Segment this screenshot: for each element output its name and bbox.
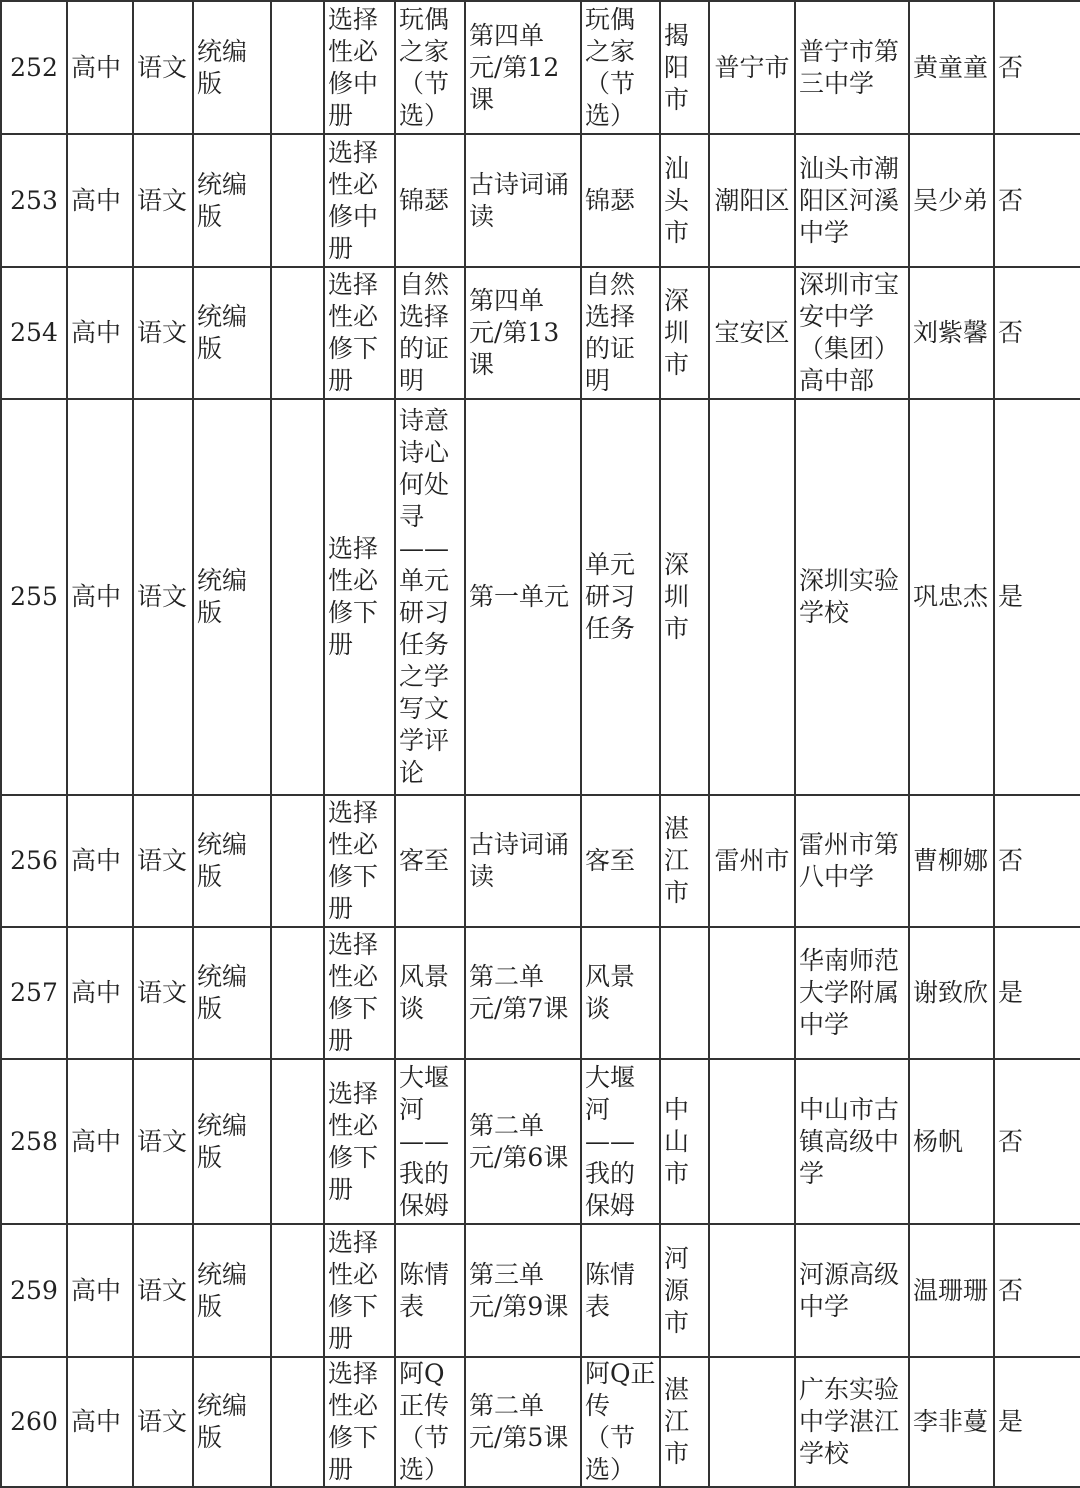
flag-cell: 否 [994, 267, 1080, 399]
school-cell: 中山市古镇高级中学 [795, 1059, 909, 1224]
edition-cell: 统编版 [193, 134, 271, 267]
table-row [1, 399, 1080, 795]
row-number: 259 [1, 1224, 67, 1357]
volume-cell: 选择性必修下册 [324, 927, 395, 1059]
school-cell: 雷州市第八中学 [795, 795, 909, 927]
empty-cell [271, 1, 324, 134]
city-cell: 湛江市 [660, 795, 709, 927]
lesson-cell: 风景谈 [581, 927, 660, 1059]
teacher-cell: 黄童童 [909, 1, 994, 134]
stage-cell: 高中 [67, 1224, 133, 1357]
subject-cell: 语文 [133, 399, 193, 795]
volume-cell: 选择性必修中册 [324, 1, 395, 134]
lesson-cell: 阿Q正传（节选） [581, 1357, 660, 1487]
stage-cell: 高中 [67, 1059, 133, 1224]
row-number: 260 [1, 1357, 67, 1487]
row-number: 256 [1, 795, 67, 927]
unit-cell: 第一单元 [465, 399, 581, 795]
table-body [1, 1, 1080, 1487]
teacher-cell: 李非蔓 [909, 1357, 994, 1487]
unit-cell: 第四单元/第12课 [465, 1, 581, 134]
table-row [1, 1059, 1080, 1224]
district-cell [709, 1224, 795, 1357]
lesson-title-cell: 玩偶之家（节选） [395, 1, 465, 134]
table-row [1, 795, 1080, 927]
unit-cell: 古诗词诵读 [465, 795, 581, 927]
stage-cell: 高中 [67, 134, 133, 267]
unit-cell: 第二单元/第7课 [465, 927, 581, 1059]
table-row [1, 927, 1080, 1059]
volume-cell: 选择性必修下册 [324, 267, 395, 399]
unit-cell: 第二单元/第5课 [465, 1357, 581, 1487]
volume-cell: 选择性必修下册 [324, 1059, 395, 1224]
empty-cell [271, 1224, 324, 1357]
lesson-title-cell: 锦瑟 [395, 134, 465, 267]
flag-cell: 否 [994, 134, 1080, 267]
city-cell: 深圳市 [660, 267, 709, 399]
district-cell: 普宁市 [709, 1, 795, 134]
edition-cell: 统编版 [193, 1059, 271, 1224]
empty-cell [271, 795, 324, 927]
unit-cell: 第二单元/第6课 [465, 1059, 581, 1224]
volume-cell: 选择性必修下册 [324, 1224, 395, 1357]
volume-cell: 选择性必修下册 [324, 1357, 395, 1487]
table-row [1, 267, 1080, 399]
lesson-title-cell: 陈情表 [395, 1224, 465, 1357]
teacher-cell: 吴少弟 [909, 134, 994, 267]
lesson-cell: 锦瑟 [581, 134, 660, 267]
subject-cell: 语文 [133, 1, 193, 134]
school-cell: 深圳市宝安中学（集团）高中部 [795, 267, 909, 399]
lesson-cell: 单元研习任务 [581, 399, 660, 795]
district-cell: 雷州市 [709, 795, 795, 927]
lesson-title-cell: 风景谈 [395, 927, 465, 1059]
lesson-cell: 大堰河——我的保姆 [581, 1059, 660, 1224]
volume-cell: 选择性必修下册 [324, 399, 395, 795]
flag-cell: 是 [994, 399, 1080, 795]
stage-cell: 高中 [67, 1357, 133, 1487]
row-number: 257 [1, 927, 67, 1059]
flag-cell: 是 [994, 927, 1080, 1059]
stage-cell: 高中 [67, 399, 133, 795]
school-cell: 华南师范大学附属中学 [795, 927, 909, 1059]
city-cell: 揭阳市 [660, 1, 709, 134]
teacher-cell: 刘紫馨 [909, 267, 994, 399]
subject-cell: 语文 [133, 1357, 193, 1487]
lesson-title-cell: 阿Q正传（节选） [395, 1357, 465, 1487]
volume-cell: 选择性必修下册 [324, 795, 395, 927]
teacher-cell: 温珊珊 [909, 1224, 994, 1357]
row-number: 253 [1, 134, 67, 267]
subject-cell: 语文 [133, 1059, 193, 1224]
edition-cell: 统编版 [193, 399, 271, 795]
subject-cell: 语文 [133, 795, 193, 927]
school-cell: 河源高级中学 [795, 1224, 909, 1357]
district-cell [709, 1357, 795, 1487]
lesson-title-cell: 大堰河——我的保姆 [395, 1059, 465, 1224]
stage-cell: 高中 [67, 267, 133, 399]
school-cell: 广东实验中学湛江学校 [795, 1357, 909, 1487]
district-cell [709, 1059, 795, 1224]
edition-cell: 统编版 [193, 1, 271, 134]
unit-cell: 古诗词诵读 [465, 134, 581, 267]
city-cell: 湛江市 [660, 1357, 709, 1487]
flag-cell: 是 [994, 1357, 1080, 1487]
edition-cell: 统编版 [193, 795, 271, 927]
lesson-title-cell: 客至 [395, 795, 465, 927]
teacher-cell: 杨帆 [909, 1059, 994, 1224]
city-cell: 中山市 [660, 1059, 709, 1224]
lesson-title-cell: 自然选择的证明 [395, 267, 465, 399]
row-number: 252 [1, 1, 67, 134]
school-cell: 深圳实验学校 [795, 399, 909, 795]
table-row [1, 1, 1080, 134]
empty-cell [271, 134, 324, 267]
stage-cell: 高中 [67, 927, 133, 1059]
edition-cell: 统编版 [193, 1224, 271, 1357]
table-row [1, 1224, 1080, 1357]
school-cell: 汕头市潮阳区河溪中学 [795, 134, 909, 267]
empty-cell [271, 399, 324, 795]
city-cell: 河源市 [660, 1224, 709, 1357]
flag-cell: 否 [994, 1224, 1080, 1357]
flag-cell: 否 [994, 795, 1080, 927]
lesson-title-cell: 诗意诗心何处寻——单元研习任务之学写文学评论 [395, 399, 465, 795]
stage-cell: 高中 [67, 1, 133, 134]
city-cell: 深圳市 [660, 399, 709, 795]
subject-cell: 语文 [133, 1224, 193, 1357]
district-cell [709, 927, 795, 1059]
flag-cell: 否 [994, 1, 1080, 134]
empty-cell [271, 1357, 324, 1487]
lesson-cell: 客至 [581, 795, 660, 927]
school-cell: 普宁市第三中学 [795, 1, 909, 134]
district-cell: 宝安区 [709, 267, 795, 399]
empty-cell [271, 927, 324, 1059]
subject-cell: 语文 [133, 134, 193, 267]
row-number: 258 [1, 1059, 67, 1224]
row-number: 254 [1, 267, 67, 399]
subject-cell: 语文 [133, 267, 193, 399]
district-cell: 潮阳区 [709, 134, 795, 267]
district-cell [709, 399, 795, 795]
empty-cell [271, 1059, 324, 1224]
flag-cell: 否 [994, 1059, 1080, 1224]
lesson-cell: 自然选择的证明 [581, 267, 660, 399]
stage-cell: 高中 [67, 795, 133, 927]
edition-cell: 统编版 [193, 267, 271, 399]
table-row [1, 1357, 1080, 1487]
lesson-cell: 玩偶之家（节选） [581, 1, 660, 134]
subject-cell: 语文 [133, 927, 193, 1059]
edition-cell: 统编版 [193, 927, 271, 1059]
table-row [1, 134, 1080, 267]
empty-cell [271, 267, 324, 399]
teacher-cell: 巩忠杰 [909, 399, 994, 795]
unit-cell: 第四单元/第13课 [465, 267, 581, 399]
volume-cell: 选择性必修中册 [324, 134, 395, 267]
teacher-cell: 曹柳娜 [909, 795, 994, 927]
lesson-cell: 陈情表 [581, 1224, 660, 1357]
city-cell: 汕头市 [660, 134, 709, 267]
teacher-cell: 谢致欣 [909, 927, 994, 1059]
row-number: 255 [1, 399, 67, 795]
unit-cell: 第三单元/第9课 [465, 1224, 581, 1357]
city-cell [660, 927, 709, 1059]
edition-cell: 统编版 [193, 1357, 271, 1487]
